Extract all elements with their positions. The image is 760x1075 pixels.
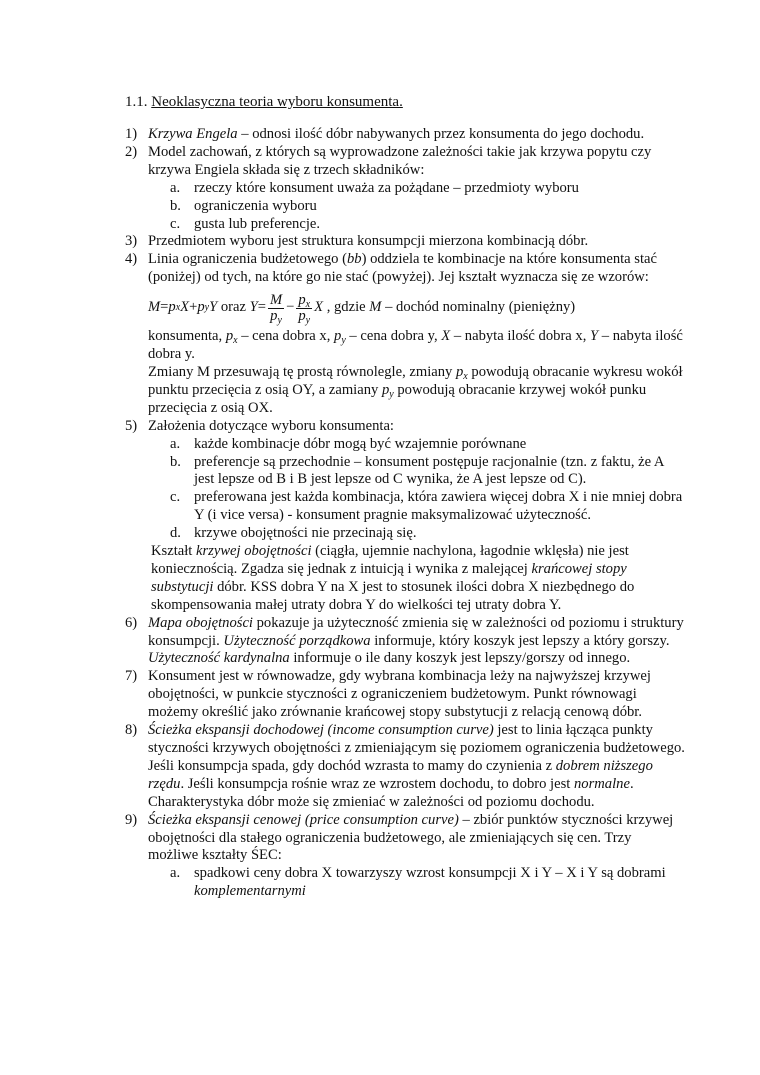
fraction-px-over-py — [296, 293, 312, 324]
formula-p: p — [168, 299, 176, 316]
sub-text: preferencje są przechodnie – konsument postępuje racjonalnie (tzn. z faktu, że A jest lepsze od B i B jest lepsze od C wynika, że A jest lepsze od C). — [194, 453, 664, 488]
sub-text: gusta lub preferencje. — [194, 215, 321, 232]
paragraph-variables — [125, 328, 685, 364]
frac-numerator — [296, 293, 312, 309]
list-item-5 — [125, 418, 685, 436]
formula-p: p — [197, 299, 205, 316]
item-number: 6) — [125, 614, 138, 631]
text: powodują obracanie krzywej wokół punku przecięcia z osią OX. — [148, 381, 647, 416]
item-text: Przedmiotem wyboru jest struktura konsumpcji mierzona kombinacją dóbr. — [148, 233, 589, 250]
section-heading: Neoklasyczna teoria wyboru konsumenta. — [151, 94, 403, 110]
item-number: 4) — [125, 251, 138, 268]
sub-letter: c. — [170, 489, 181, 506]
text: pokazuje ja użyteczność zmienia się w zależności od poziomu i struktury konsumpcji. — [148, 614, 684, 649]
sub-item — [125, 198, 685, 216]
text: informuje, który koszyk jest lepszy a który gorszy. — [370, 632, 670, 649]
text: . Jeśli konsumpcja rośnie wraz ze wzrostem dochodu, to dobro jest — [180, 775, 574, 792]
item-text: Konsument jest w równowadze, gdy wybrana kombinacja leży na najwyższej krzywej obojętności, w punkcie styczności z ograniczeniem budżetowym. Punkt równowagi możemy określić jako zrównanie krańcowej stopy substytucji z relacją cenową dóbr. — [148, 668, 651, 721]
term: krańcowej stopy substytucji — [151, 560, 627, 595]
item-text: Model zachowań, z których są wyprowadzone zależności takie jak krzywa popytu czy krzywa Engiela składa się z trzech składników: — [148, 143, 652, 178]
text: (ciągła, ujemnie nachylona, łagodnie wklęsła) nie jest koniecznością. Zgadza się jednak z intuicją i wynika z malejącej — [151, 543, 629, 577]
sub-letter: c. — [170, 215, 181, 232]
text: – cena dobra y, — [345, 328, 442, 345]
sub-item — [125, 216, 685, 234]
text: informuje o ile dany koszyk jest lepszy/gorszy od innego. — [289, 650, 631, 667]
term: Mapa obojętności — [148, 614, 253, 631]
item-text: Założenia dotyczące wyboru konsumenta: — [148, 417, 394, 434]
formula-plus: + — [189, 299, 198, 316]
formula-tail: – dochód nominalny (pieniężny) — [381, 299, 576, 316]
formula-tail: , gdzie — [323, 299, 370, 316]
list-item-1 — [125, 126, 685, 144]
text: dóbr. KSS dobra Y na X jest to stosunek ilości dobra X niezbędnego do skompensowania małej utraty dobra Y do wielkości tej utraty dobra Y. — [151, 578, 635, 613]
paragraph-indifference — [125, 543, 685, 615]
var-p: p — [381, 381, 390, 398]
formula-x: X — [180, 299, 190, 316]
sub-item — [125, 865, 685, 901]
formula-m: M — [148, 299, 161, 316]
sub-text: preferowana jest każda kombinacja, która zawiera więcej dobra X i nie mniej dobra Y (i vice versa) - konsument pragnie maksymalizować użyteczność. — [194, 489, 683, 524]
formula-eq: = — [160, 299, 169, 316]
var-sub-x: x — [233, 335, 238, 347]
formula-eq: = — [257, 299, 266, 316]
sub-text: ograniczenia wyboru — [194, 197, 317, 214]
var-y: Y — [590, 328, 599, 345]
var-sub-y: y — [389, 388, 394, 400]
formula-y: Y — [209, 299, 218, 316]
formula-y: Y — [249, 299, 258, 316]
sub-text: każde kombinacje dóbr mogą być wzajemnie porównane — [194, 435, 527, 452]
item-text: – odnosi ilość dóbr nabywanych przez konsumenta do jego dochodu. — [237, 126, 645, 142]
sub-item — [125, 525, 685, 543]
sub-item — [125, 180, 685, 198]
term-bb: bb — [346, 251, 362, 268]
sub-letter: d. — [170, 525, 181, 542]
section-number: 1.1. — [125, 94, 148, 110]
item-text: Linia ograniczenia budżetowego ( — [148, 251, 347, 268]
formula-x: X — [314, 299, 324, 316]
frac-denominator — [268, 309, 284, 324]
var-p: p — [225, 328, 234, 345]
term: dobrem niższego rzędu — [148, 757, 653, 792]
var-x: X — [441, 328, 451, 345]
list-item-2 — [125, 144, 685, 180]
frac-denominator — [296, 309, 312, 324]
sub-item — [125, 454, 685, 490]
formula-sub-x: x — [305, 298, 311, 310]
frac-numerator: M — [269, 291, 283, 308]
list-item-7 — [125, 668, 685, 722]
var-p: p — [456, 363, 464, 380]
item-number: 3) — [125, 233, 138, 250]
formula-p: p — [298, 307, 306, 324]
sub-letter: b. — [170, 197, 181, 214]
item-number: 2) — [125, 143, 138, 160]
sub-text: spadkowi ceny dobra X towarzyszy wzrost konsumpcji X i Y – X i Y są dobrami — [194, 865, 666, 882]
item-number: 1) — [125, 126, 138, 142]
text: jest to linia łącząca punkty styczności krzywych obojętności z zmieniającym się poziomem ograniczenia budżetowego. Jeśli konsumpcja spada, gdy dochód wzrasta to mamy do czynienia z — [148, 722, 685, 774]
sub-item — [125, 436, 685, 454]
sub-letter: b. — [170, 453, 181, 470]
formula-p: p — [298, 291, 306, 308]
term: Użyteczność kardynalna — [148, 650, 290, 667]
term-engel-curve: Krzywa Engela — [148, 126, 238, 142]
term: Ścieżka ekspansji cenowej (price consumption curve) — [148, 811, 459, 828]
sub-item — [125, 489, 685, 525]
formula-sub-y: y — [305, 314, 311, 326]
term: Użyteczność porządkowa — [223, 632, 371, 649]
text: – nabyta ilość dobra y. — [148, 328, 683, 363]
text: Kształt — [151, 543, 196, 560]
item-number: 7) — [125, 668, 138, 685]
var-sub-y: y — [341, 335, 346, 347]
list-item-4 — [125, 251, 685, 287]
text: Zmiany M przesuwają tę prostą równolegle, zmiany — [148, 363, 456, 380]
document-body — [125, 126, 685, 901]
section-title — [125, 93, 403, 111]
list-item-6 — [125, 615, 685, 669]
item-number: 9) — [125, 811, 138, 828]
budget-formula: M = p x X + p y Y oraz Y = $\frac{M}{p_y}$ − $\frac{p_x}{p_y}$ X , gdzie M – dochód nominalny (pieniężny) — [148, 291, 576, 326]
sub-letter: a. — [170, 179, 181, 196]
var-sub-x: x — [463, 370, 468, 382]
term: komplementarnymi — [194, 883, 306, 900]
text: – zbiór punktów styczności krzywej obojętności dla stałego ograniczenia budżetowego, ale zmieniających się cen. Trzy możliwe kształty ŚEC: — [148, 811, 674, 864]
var-p: p — [334, 328, 342, 345]
term: Ścieżka ekspansji dochodowej (income consumption curve) — [148, 722, 494, 739]
formula-sub-y: y — [277, 314, 282, 326]
text: – cena dobra x, — [237, 328, 335, 345]
list-item-8 — [125, 722, 685, 812]
formula-oraz: oraz — [217, 299, 250, 316]
list-item-9 — [125, 812, 685, 866]
item-number: 5) — [125, 417, 138, 434]
formula-p: p — [270, 307, 278, 324]
sub-letter: a. — [170, 865, 181, 882]
text: . Charakterystyka dóbr może się zmieniać w zależności od poziomu dochodu. — [148, 775, 634, 810]
text: konsumenta, — [148, 328, 226, 345]
term: normalne — [573, 775, 630, 792]
term: krzywej obojętności — [196, 543, 312, 560]
sub-text: rzeczy które konsument uważa za pożądane – przedmioty wyboru — [194, 179, 579, 196]
list-item-3 — [125, 233, 685, 251]
item-text: ) oddziela te kombinacje na które konsumenta stać (poniżej) od tych, na które go nie stać (powyżej). Jej kształt wyznacza się ze wzorów: — [148, 251, 657, 286]
sub-text: krzywe obojętności nie przecinają się. — [194, 525, 417, 542]
item-number: 8) — [125, 722, 138, 739]
text: – nabyta ilość dobra x, — [450, 328, 591, 345]
text: powodują obracanie wykresu wokół punktu przecięcia z osią OY, a zamiany — [148, 363, 683, 398]
formula-m: M — [369, 299, 382, 316]
formula-minus: − — [286, 299, 295, 316]
sub-letter: a. — [170, 435, 181, 452]
fraction-m-over-py — [268, 293, 284, 324]
paragraph-changes — [125, 364, 685, 418]
